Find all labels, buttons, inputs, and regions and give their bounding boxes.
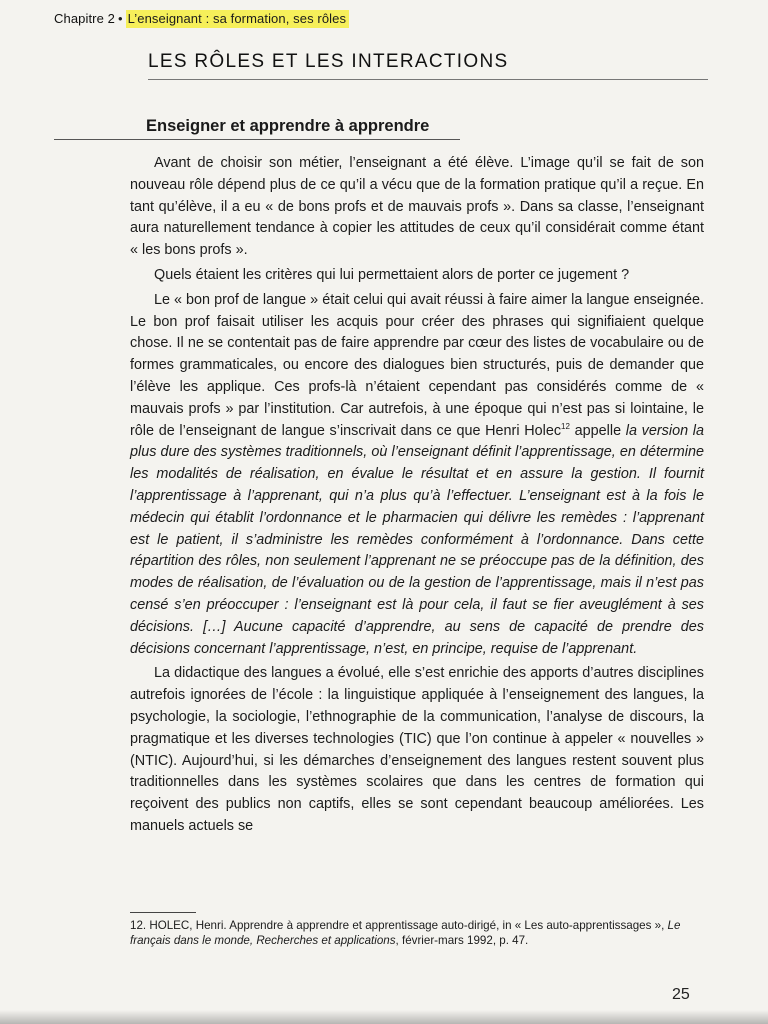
chapter-label: Chapitre 2 (54, 11, 115, 26)
paragraph-4: La didactique des langues a évolué, elle s’est enrichie des apports d’autres disciplines autrefois ignorées de l’école : la linguistique appliquée à l’enseignement des langues, la psychologie, la sociologie, l’ethnographie de la communication, l’analyse de discours, la pragmatique et les diverses technologies (TIC) que l’on continue à appeler « nouvelles » (NTIC). Aujourd’hui, si les démarches d’enseignement des langues restent souvent plus traditionnelles dans les systèmes scolaires que dans les centres de formation qui reçoivent des publics non captifs, elles se sont cependant beaucoup améliorées. Les manuels actuels se (130, 665, 704, 834)
paragraph-3 (130, 290, 704, 661)
body-text (130, 153, 704, 841)
chapter-title-highlighted: L’enseignant : sa formation, ses rôles (126, 10, 349, 28)
section-title: LES RÔLES ET LES INTERACTIONS (148, 51, 509, 72)
footnote-citation: 12. HOLEC, Henri. Apprendre à apprendre et apprentissage auto-dirigé, in « Les auto-apprentissages », (130, 919, 668, 932)
running-header (54, 11, 349, 26)
footnote-divider (130, 912, 196, 913)
paragraph-3-link: appelle (569, 422, 626, 439)
page-bottom-edge (0, 1010, 768, 1024)
footnote-reference: 12 (561, 421, 570, 431)
subsection-title: Enseigner et apprendre à apprendre (146, 117, 430, 135)
section-divider (148, 79, 708, 80)
paragraph-1: Avant de choisir son métier, l’enseignant a été élève. L’image qu’il se fait de son nouveau rôle dépend plus de ce qu’il a vécu que de la formation pratique qu’il a reçue. En tant qu’élève, il a eu « de bons profs et de mauvais profs ». Dans sa classe, l’enseignant aura naturellement tendance à copier les attitudes de ceux qu’il considérait comme étant « les bons profs ». (130, 155, 704, 259)
header-separator: • (117, 11, 123, 26)
page-number: 25 (672, 986, 690, 1003)
footnote (130, 918, 704, 948)
footnote-date: , février-mars 1992, p. 47. (395, 934, 529, 947)
paragraph-3-intro: Le « bon prof de langue » était celui qui avait réussi à faire aimer la langue enseignée. Le bon prof faisait utiliser les acquis pour créer des phrases qui signifiaient quelque chose. Il ne se contentait pas de faire apprendre par cœur des listes de vocabulaire ou de formes grammaticales, ou encore des dialogues bien structurés, puis de demander que l’élève les applique. Ces profs-là n’étaient cependant pas considérés comme de « mauvais profs » par l’institution. Car autrefois, à une époque qui n’est pas si lointaine, le rôle de l’enseignant de langue s’inscrivait dans ce que Henri Holec (130, 291, 704, 439)
footnote-journal: Le français dans le monde, Recherches et applications (130, 919, 681, 947)
holec-quote: la version la plus dure des systèmes traditionnels, où l’enseignant définit l’apprentissage, en détermine les modalités de réalisation, en évalue le résultat et en assure la gestion. Il fournit l’apprentissage à l’apprenant, qui n’a plus qu’à l’effectuer. L’enseignant est à la fois le médecin qui établit l’ordonnance et le pharmacien qui délivre les remèdes : l’apprenant est le patient, il s’administre les remèdes conformément à l’ordonnance. Dans cette répartition des rôles, non seulement l’apprenant ne se préoccupe pas de la définition, des modes de réalisation, de l’évaluation ou de la gestion de l’apprentissage, mais il n’est pas censé s’en préoccuper : l’enseignant est là pour cela, il faut se fier aveuglément à ses décisions. […] Aucune capacité d’apprendre, au sens de capacité de prendre des décisions concernant l’apprentissage, n’est, en principe, requise de l’apprenant. (130, 422, 704, 657)
subsection-divider (54, 139, 460, 140)
paragraph-2: Quels étaient les critères qui lui permettaient alors de porter ce jugement ? (154, 266, 630, 283)
